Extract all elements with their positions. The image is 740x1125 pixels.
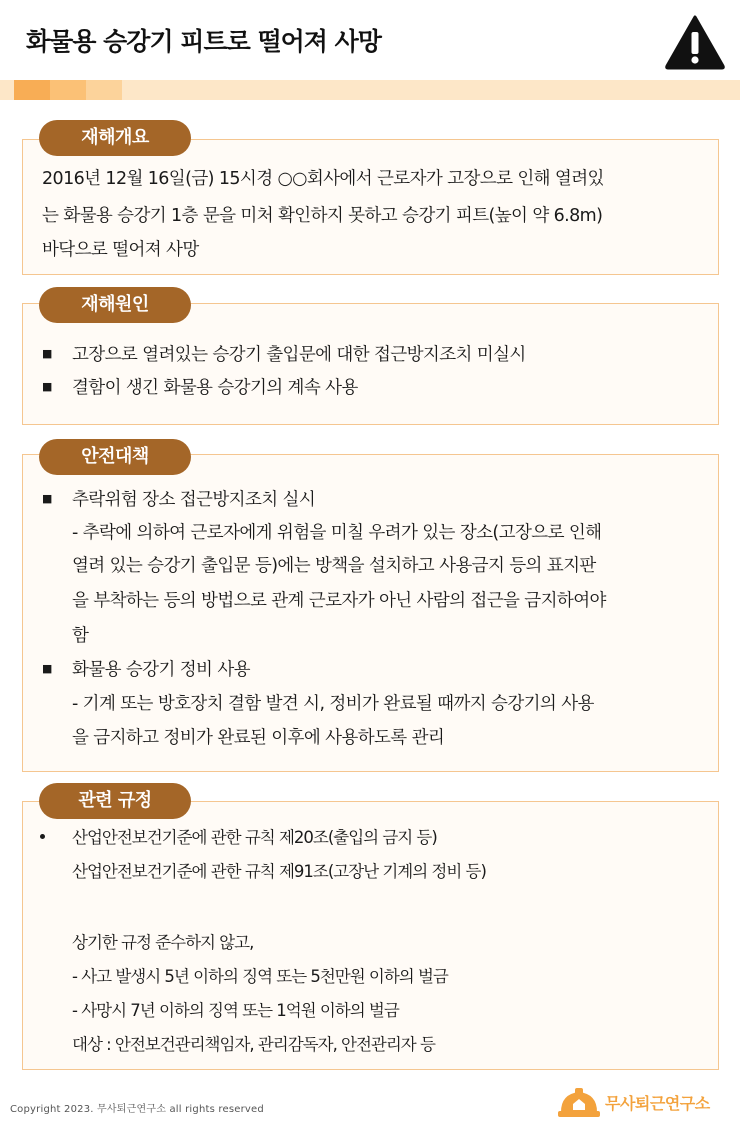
safety-detail-line: 함 [72, 626, 89, 646]
bullet-icon [40, 834, 45, 839]
warning-triangle-icon [664, 14, 726, 70]
copyright-text: Copyright 2023. 무사퇴근연구소 all rights reserved [10, 1104, 264, 1115]
header-stripe [122, 80, 740, 100]
regulation-line: 대상 : 안전보건관리책임자, 관리감독자, 안전관리자 등 [72, 1035, 435, 1054]
regulation-line: 상기한 규정 준수하지 않고, [72, 933, 254, 952]
regulation-line: - 사고 발생시 5년 이하의 징역 또는 5천만원 이하의 벌금 [72, 967, 448, 986]
safety-item: 화물용 승강기 정비 사용 [72, 660, 250, 680]
cause-label: 재해원인 [39, 287, 191, 323]
safety-detail-line: 을 부착하는 등의 방법으로 관계 근로자가 아닌 사람의 접근을 금지하여야 [72, 591, 606, 611]
header-stripe [14, 80, 50, 100]
header-stripe [0, 80, 14, 100]
header-stripe [50, 80, 86, 100]
safety-detail-line: 열려 있는 승강기 출입문 등)에는 방책을 설치하고 사용금지 등의 표지판 [72, 556, 596, 576]
safety-detail-line: 을 금지하고 정비가 완료된 이후에 사용하도록 관리 [72, 728, 445, 748]
overview-text-line: 는 화물용 승강기 1층 문을 미처 확인하지 못하고 승강기 피트(높이 약 6.8m) [42, 206, 603, 226]
overview-text-line: 2016년 12월 16일(금) 15시경 ○○회사에서 근로자가 고장으로 인해 열려있 [42, 169, 604, 189]
bullet-icon: ■ [42, 492, 53, 505]
overview-text-line: 바닥으로 떨어져 사망 [42, 240, 199, 260]
bullet-icon: ■ [42, 347, 53, 360]
regulation-line: 산업안전보건기준에 관한 규칙 제20조(출입의 금지 등) [72, 828, 437, 847]
regulation-line: - 사망시 7년 이하의 징역 또는 1억원 이하의 벌금 [72, 1001, 399, 1020]
cause-item: 결함이 생긴 화물용 승강기의 계속 사용 [72, 378, 358, 398]
safety-detail-line: - 기계 또는 방호장치 결함 발견 시, 정비가 완료될 때까지 승강기의 사용 [72, 694, 594, 714]
safety-label: 안전대책 [39, 439, 191, 475]
bullet-icon: ■ [42, 662, 53, 675]
brand-name: 무사퇴근연구소 [605, 1094, 710, 1113]
overview-label: 재해개요 [39, 120, 191, 156]
helmet-logo-icon [557, 1086, 601, 1120]
bullet-icon: ■ [42, 380, 53, 393]
brand-logo [555, 1086, 730, 1120]
safety-detail-line: - 추락에 의하여 근로자에게 위험을 미칠 우려가 있는 장소(고장으로 인해 [72, 523, 602, 543]
header-stripe [86, 80, 122, 100]
safety-item: 추락위험 장소 접근방지조치 실시 [72, 490, 316, 510]
page-title: 화물용 승강기 피트로 떨어져 사망 [26, 27, 381, 56]
regulation-line: 산업안전보건기준에 관한 규칙 제91조(고장난 기계의 정비 등) [72, 862, 486, 881]
regulation-label: 관련 규정 [39, 783, 191, 819]
cause-item: 고장으로 열려있는 승강기 출입문에 대한 접근방지조치 미실시 [72, 345, 526, 365]
